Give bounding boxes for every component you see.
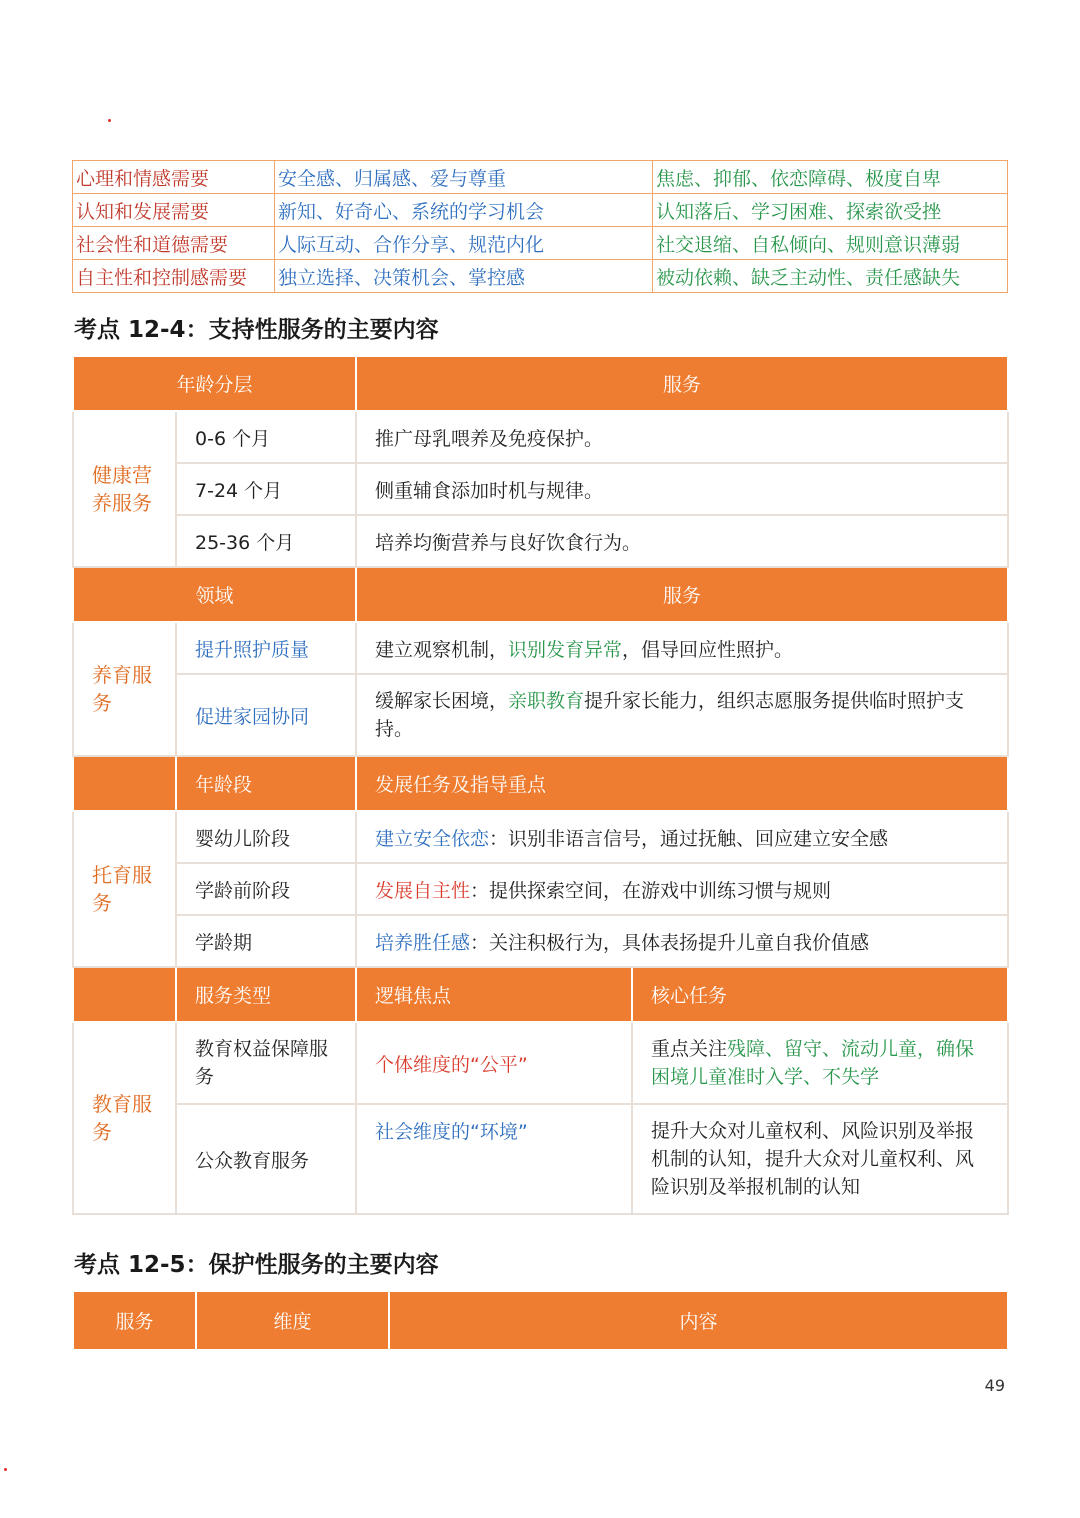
text: 建立观察机制， bbox=[375, 638, 509, 661]
section-title: 支持性服务的主要内容 bbox=[208, 317, 439, 343]
header-blank bbox=[73, 756, 176, 811]
table-row bbox=[73, 161, 1008, 194]
header-service: 服务 bbox=[73, 1291, 196, 1350]
table-row bbox=[73, 811, 1008, 863]
need-cell: 心理和情感需要 bbox=[73, 161, 275, 194]
type-cell: 公众教育服务 bbox=[176, 1104, 356, 1214]
section-title: 保护性服务的主要内容 bbox=[208, 1252, 439, 1278]
table-header-row bbox=[73, 967, 1008, 1022]
risk-cell: 认知落后、学习困难、探索欲受挫 bbox=[653, 194, 1008, 227]
section-number: 考点 12-4 bbox=[74, 317, 186, 343]
section-separator: ： bbox=[185, 317, 209, 343]
header-content: 内容 bbox=[389, 1291, 1008, 1350]
stage-cell: 婴幼儿阶段 bbox=[176, 811, 356, 863]
type-cell: 教育权益保障服务 bbox=[176, 1022, 356, 1104]
highlight-text: 识别发育异常 bbox=[508, 638, 623, 661]
table-row bbox=[73, 674, 1008, 756]
table-header-row bbox=[73, 756, 1008, 811]
need-cell: 认知和发展需要 bbox=[73, 194, 275, 227]
needs-table bbox=[72, 160, 1008, 293]
table-header-row bbox=[73, 1291, 1008, 1350]
text: 缓解家长困境， bbox=[375, 690, 509, 712]
table-row bbox=[73, 1022, 1008, 1104]
text: ：识别非语言信号，通过抚触、回应建立安全感 bbox=[489, 827, 889, 850]
header-task: 发展任务及指导重点 bbox=[356, 756, 1008, 811]
table-row bbox=[73, 227, 1008, 260]
field-cell: 提升照护质量 bbox=[176, 622, 356, 674]
stage-cell: 学龄期 bbox=[176, 915, 356, 967]
red-dot bbox=[108, 119, 111, 122]
text: ，倡导回应性照护。 bbox=[622, 638, 794, 661]
service-cell bbox=[356, 674, 1008, 756]
category-label: 健康营养服务 bbox=[73, 411, 176, 567]
highlight-text: 残障、留守、流动儿童，确保困境儿童准时入学、不失学 bbox=[651, 1038, 975, 1088]
text: 提升家长能力，组织志愿服务提供临时照护支持。 bbox=[375, 690, 965, 740]
service-cell: 培养均衡营养与良好饮食行为。 bbox=[356, 515, 1008, 567]
risk-cell: 社交退缩、自私倾向、规则意识薄弱 bbox=[653, 227, 1008, 260]
text: ：关注积极行为，具体表扬提升儿童自我价值感 bbox=[470, 931, 870, 954]
table-row bbox=[73, 622, 1008, 674]
text: ：提供探索空间，在游戏中训练习惯与规则 bbox=[470, 879, 832, 902]
header-service: 服务 bbox=[356, 356, 1008, 411]
header-age-stage: 年龄段 bbox=[176, 756, 356, 811]
need-cell: 社会性和道德需要 bbox=[73, 227, 275, 260]
satisfy-cell: 独立选择、决策机会、掌控感 bbox=[275, 260, 653, 293]
age-cell: 7-24 个月 bbox=[176, 463, 356, 515]
task-cell bbox=[356, 915, 1008, 967]
highlight-text: 发展自主性 bbox=[375, 879, 471, 902]
service-cell bbox=[356, 622, 1008, 674]
table-row bbox=[73, 260, 1008, 293]
highlight-text: 建立安全依恋 bbox=[375, 827, 490, 850]
header-blank bbox=[73, 967, 176, 1022]
header-logic-focus: 逻辑焦点 bbox=[356, 967, 632, 1022]
category-label: 养育服务 bbox=[73, 622, 176, 756]
table-row bbox=[73, 411, 1008, 463]
stage-cell: 学龄前阶段 bbox=[176, 863, 356, 915]
support-services-table bbox=[72, 355, 1009, 1215]
table-header-row bbox=[73, 356, 1008, 411]
red-dot bbox=[4, 1468, 7, 1471]
field-cell: 促进家园协同 bbox=[176, 674, 356, 756]
header-age-tier: 年龄分层 bbox=[73, 356, 356, 411]
page-number: 49 bbox=[984, 1376, 1005, 1395]
header-field: 领域 bbox=[73, 567, 356, 622]
table-row bbox=[73, 515, 1008, 567]
satisfy-cell: 新知、好奇心、系统的学习机会 bbox=[275, 194, 653, 227]
table-row bbox=[73, 1104, 1008, 1214]
header-dimension: 维度 bbox=[196, 1291, 389, 1350]
need-cell: 自主性和控制感需要 bbox=[73, 260, 275, 293]
service-cell: 侧重辅食添加时机与规律。 bbox=[356, 463, 1008, 515]
service-cell: 推广母乳喂养及免疫保护。 bbox=[356, 411, 1008, 463]
task-cell bbox=[356, 863, 1008, 915]
section-separator: ： bbox=[185, 1252, 209, 1278]
focus-cell: 社会维度的“环境” bbox=[356, 1104, 632, 1214]
satisfy-cell: 人际互动、合作分享、规范内化 bbox=[275, 227, 653, 260]
task-cell: 提升大众对儿童权利、风险识别及举报机制的认知，提升大众对儿童权利、风险识别及举报机制的认知 bbox=[632, 1104, 1008, 1214]
table-header-row bbox=[73, 567, 1008, 622]
risk-cell: 被动依赖、缺乏主动性、责任感缺失 bbox=[653, 260, 1008, 293]
highlight-text: 培养胜任感 bbox=[375, 931, 471, 954]
task-cell bbox=[632, 1022, 1008, 1104]
age-cell: 25-36 个月 bbox=[176, 515, 356, 567]
table-row bbox=[73, 194, 1008, 227]
header-service-type: 服务类型 bbox=[176, 967, 356, 1022]
header-service: 服务 bbox=[356, 567, 1008, 622]
section-heading-12-5 bbox=[74, 1246, 439, 1279]
table-row bbox=[73, 915, 1008, 967]
section-heading-12-4 bbox=[74, 311, 439, 344]
focus-cell: 个体维度的“公平” bbox=[356, 1022, 632, 1104]
satisfy-cell: 安全感、归属感、爱与尊重 bbox=[275, 161, 653, 194]
age-cell: 0-6 个月 bbox=[176, 411, 356, 463]
highlight-text: 亲职教育 bbox=[508, 690, 585, 712]
text: 重点关注 bbox=[651, 1038, 728, 1060]
risk-cell: 焦虑、抑郁、依恋障碍、极度自卑 bbox=[653, 161, 1008, 194]
task-cell bbox=[356, 811, 1008, 863]
category-label: 托育服务 bbox=[73, 811, 176, 967]
category-label: 教育服务 bbox=[73, 1022, 176, 1214]
header-core-task: 核心任务 bbox=[632, 967, 1008, 1022]
table-row bbox=[73, 463, 1008, 515]
protective-services-table bbox=[72, 1290, 1009, 1351]
table-row bbox=[73, 863, 1008, 915]
section-number: 考点 12-5 bbox=[74, 1252, 186, 1278]
